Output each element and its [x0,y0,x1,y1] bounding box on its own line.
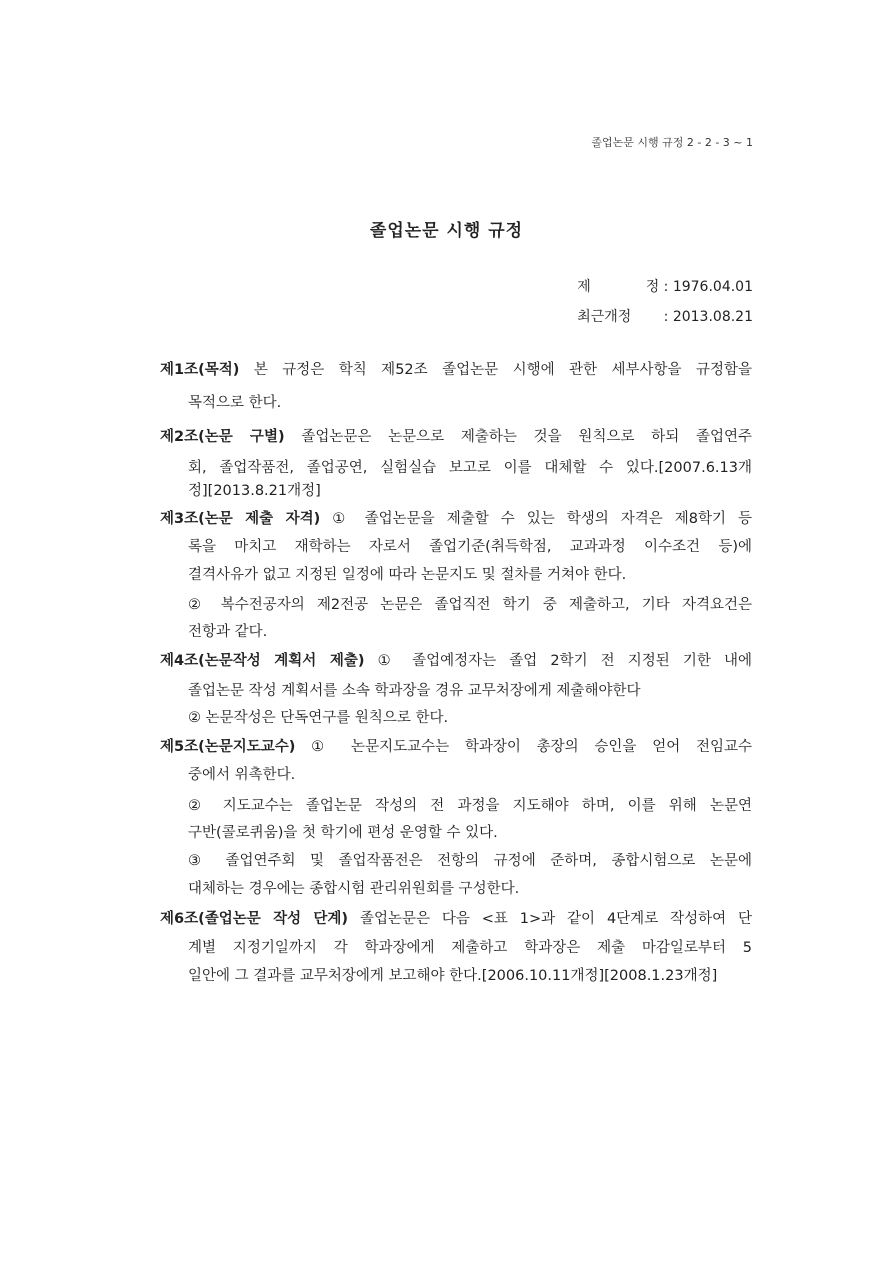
article-text: ② 복수전공자의 제2전공 논문은 졸업직전 학기 중 제출하고, 기타 자격요건은 [188,597,752,613]
article-line [160,360,752,380]
article-text: 구반(콜로퀴움)을 첫 학기에 편성 운영할 수 있다. [188,825,498,841]
article-text: 정][2013.8.21개정] [188,483,321,499]
article-heading: 제4조(논문작성 계획서 제출) [160,653,365,669]
article-text: ② 논문작성은 단독연구를 원칙으로 한다. [188,710,449,726]
article-continuation-line [188,796,752,816]
article-text: 일안에 그 결과를 교무처장에게 보고해야 한다.[2006.10.11개정][2008.1.23개정] [188,968,718,984]
article-line [160,737,752,757]
article-text: 목적으로 한다. [188,395,282,411]
article-continuation-line [188,537,752,557]
article-line [160,909,752,929]
article-continuation-line [188,565,752,585]
article-text: 록을 마치고 재학하는 자로서 졸업기준(취득학점, 교과과정 이수조건 등)에 [188,539,752,555]
article-text: 졸업논문 작성 계획서를 소속 학과장을 경유 교무처장에게 제출해야한다 [188,683,641,699]
article-continuation-line [188,393,752,413]
meta-value: : 1976.04.01 [663,279,753,295]
article-continuation-line [188,851,752,871]
article-line [160,509,752,529]
article-line [160,427,752,447]
article-continuation-line [188,879,752,899]
article-heading: 제3조(논문 제출 자격) [160,511,321,527]
article-text: 계별 지정기일까지 각 학과장에게 제출하고 학과장은 제출 마감일로부터 5 [188,940,752,956]
article-continuation-line [188,823,752,843]
article-continuation-line [188,708,752,728]
article-text: 회, 졸업작품전, 졸업공연, 실험실습 보고로 이를 대체할 수 있다.[2007.6.13개 [188,460,752,476]
article-text: 전항과 같다. [188,624,268,640]
meta-value: : 2013.08.21 [663,309,753,325]
document-title: 졸업논문 시행 규정 [369,221,524,241]
enacted-date [577,276,753,296]
article-text: ② 지도교수는 졸업논문 작성의 전 과정을 지도해야 하며, 이를 위해 논문연 [188,798,752,814]
article-continuation-line [188,458,752,478]
article-text: ① 졸업논문을 제출할 수 있는 학생의 자격은 제8학기 등 [320,511,753,527]
article-text: ① 논문지도교수는 학과장이 총장의 승인을 얻어 전임교수 [295,739,752,755]
article-heading: 제2조(논문 구별) [160,429,285,445]
article-text: 본 규정은 학칙 제52조 졸업논문 시행에 관한 세부사항을 규정함을 [239,362,752,378]
article-continuation-line [188,938,752,958]
article-text: 대체하는 경우에는 종합시험 관리위원회를 구성한다. [188,881,520,897]
article-text: 졸업논문은 논문으로 제출하는 것을 원칙으로 하되 졸업연주 [284,429,752,445]
article-text: 중에서 위촉한다. [188,767,296,783]
article-heading: 제5조(논문지도교수) [160,739,296,755]
article-heading: 제1조(목적) [160,362,240,378]
meta-label: 최근개정 [577,309,632,325]
article-text: 졸업논문은 다음 <표 1>과 같이 4단계로 작성하여 단 [348,911,752,927]
article-continuation-line [188,481,752,501]
revised-date [577,306,753,326]
article-line [160,651,752,671]
article-continuation-line [188,595,752,615]
page-header: 졸업논문 시행 규정 2 - 2 - 3 ~ 1 [591,136,753,149]
article-continuation-line [188,622,752,642]
article-continuation-line [188,681,752,701]
article-continuation-line [188,765,752,785]
meta-label: 제 정 [577,279,660,295]
article-text: 결격사유가 없고 지정된 일정에 따라 논문지도 및 절차를 거쳐야 한다. [188,567,627,583]
article-text: ③ 졸업연주회 및 졸업작품전은 전항의 규정에 준하며, 종합시험으로 논문에 [188,853,752,869]
article-heading: 제6조(졸업논문 작성 단계) [160,911,349,927]
article-continuation-line [188,966,752,986]
article-text: ① 졸업예정자는 졸업 2학기 전 지정된 기한 내에 [364,653,753,669]
